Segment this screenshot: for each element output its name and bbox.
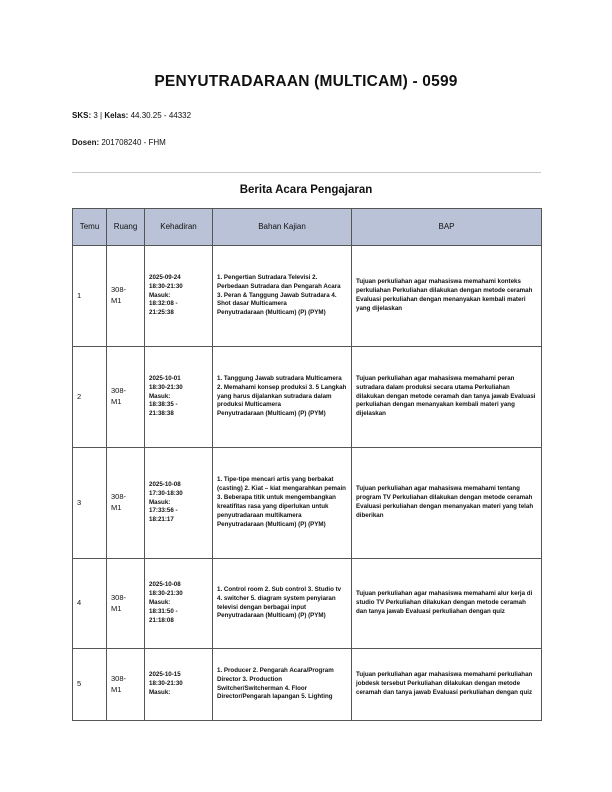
cell-temu: 2 [73, 347, 107, 448]
section-title: Berita Acara Pengajaran [239, 184, 373, 196]
cell-kehadiran: 2025-10-08 18:30-21:30 Masuk: 18:31:50 - 21:18:08 [145, 559, 213, 649]
table-row [73, 559, 542, 649]
table-header-row [73, 209, 542, 246]
table-row [73, 448, 542, 559]
cell-bahan-kajian: 1. Pengertian Sutradara Televisi 2. Perbedaan Sutradara dan Pengarah Acara 3. Peran & Tanggung Jawab Sutradara 4. Shot dasar Multicamera Penyutradaraan (Multicam) (P) (PYM) [213, 246, 352, 347]
cell-temu: 3 [73, 448, 107, 559]
column-header-bahan-kajian: Bahan Kajian [213, 209, 352, 246]
cell-bahan-kajian: 1. Producer 2. Pengarah Acara/Program Director 3. Production Switcher/Switcherman 4. Floor Director/Pengarah lapangan 5. Lighting [213, 649, 352, 721]
page-title: PENYUTRADARAAN (MULTICAM) - 0599 [154, 73, 458, 90]
column-header-ruang: Ruang [107, 209, 145, 246]
cell-ruang: 308- M1 [107, 347, 145, 448]
cell-kehadiran: 2025-09-24 18:30-21:30 Masuk: 18:32:08 - 21:25:38 [145, 246, 213, 347]
cell-ruang: 308- M1 [107, 448, 145, 559]
cell-bap: Tujuan perkuliahan agar mahasiswa memahami konteks perkuliahan Perkuliahan dilakukan dengan metode ceramah Evaluasi perkuliahan dengan menanyakan kembali materi yang dijelaskan [352, 246, 542, 347]
lecturer-meta [72, 138, 166, 147]
cell-bahan-kajian: 1. Tanggung Jawab sutradara Multicamera 2. Memahami konsep produksi 3. 5 Langkah yang harus dijalankan sutradara dalam produksi Multicamera Penyutradaraan (Multicam) (P) (PYM) [213, 347, 352, 448]
cell-temu: 1 [73, 246, 107, 347]
cell-temu: 5 [73, 649, 107, 721]
cell-kehadiran: 2025-10-01 18:30-21:30 Masuk: 18:38:35 - 21:38:38 [145, 347, 213, 448]
cell-bap: Tujuan perkuliahan agar mahasiswa memahami perkuliahan jobdesk tersebut Perkuliahan dilakukan dengan metode ceramah dan tanya jawab Evaluasi perkuliahan dengan quiz [352, 649, 542, 721]
cell-temu: 4 [73, 559, 107, 649]
cell-bahan-kajian: 1. Tipe-tipe mencari artis yang berbakat (casting) 2. Kiat – kiat mengarahkan pemain 3. Beberapa titik untuk mengembangkan kreatifitas rasa yang diperlukan untuk penyutradaraan multikamera Penyutradaraan (Multicam) (P) (PYM) [213, 448, 352, 559]
cell-ruang: 308- M1 [107, 649, 145, 721]
column-header-temu: Temu [73, 209, 107, 246]
sks-value: 3 | [91, 111, 105, 120]
teaching-record-table [72, 208, 542, 721]
table-row [73, 347, 542, 448]
column-header-kehadiran: Kehadiran [145, 209, 213, 246]
cell-bahan-kajian: 1. Control room 2. Sub control 3. Studio tv 4. switcher 5. diagram system penyiaran televisi dengan berbagai input Penyutradaraan (Multicam) (P) (PYM) [213, 559, 352, 649]
dosen-label: Dosen: [72, 138, 100, 147]
cell-kehadiran: 2025-10-08 17:30-18:30 Masuk: 17:33:56 - 18:21:17 [145, 448, 213, 559]
divider [72, 172, 541, 173]
cell-bap: Tujuan perkuliahan agar mahasiswa memahami tentang program TV Perkuliahan dilakukan dengan metode ceramah Evaluasi perkuliahan dengan menanyakan materi yang telah diberikan [352, 448, 542, 559]
kelas-label: Kelas: [104, 111, 129, 120]
sks-label: SKS: [72, 111, 92, 120]
table-row [73, 649, 542, 721]
cell-kehadiran: 2025-10-15 18:30-21:30 Masuk: [145, 649, 213, 721]
cell-bap: Tujuan perkuliahan agar mahasiswa memahami peran sutradara dalam produksi secara utama Perkuliahan dilakukan dengan metode ceramah dan tanya jawab Evaluasi perkuliahan dengan menanyakan kembali materi yang dijelaskan [352, 347, 542, 448]
column-header-bap: BAP [352, 209, 542, 246]
cell-ruang: 308- M1 [107, 246, 145, 347]
cell-ruang: 308- M1 [107, 559, 145, 649]
course-meta [72, 111, 191, 120]
dosen-value: 201708240 - FHM [99, 138, 166, 147]
table-row [73, 246, 542, 347]
kelas-value: 44.30.25 - 44332 [128, 111, 192, 120]
cell-bap: Tujuan perkuliahan agar mahasiswa memahami alur kerja di studio TV Perkuliahan dilakukan dengan metode ceramah dan tanya jawab Evaluasi perkuliahan dengan quiz [352, 559, 542, 649]
